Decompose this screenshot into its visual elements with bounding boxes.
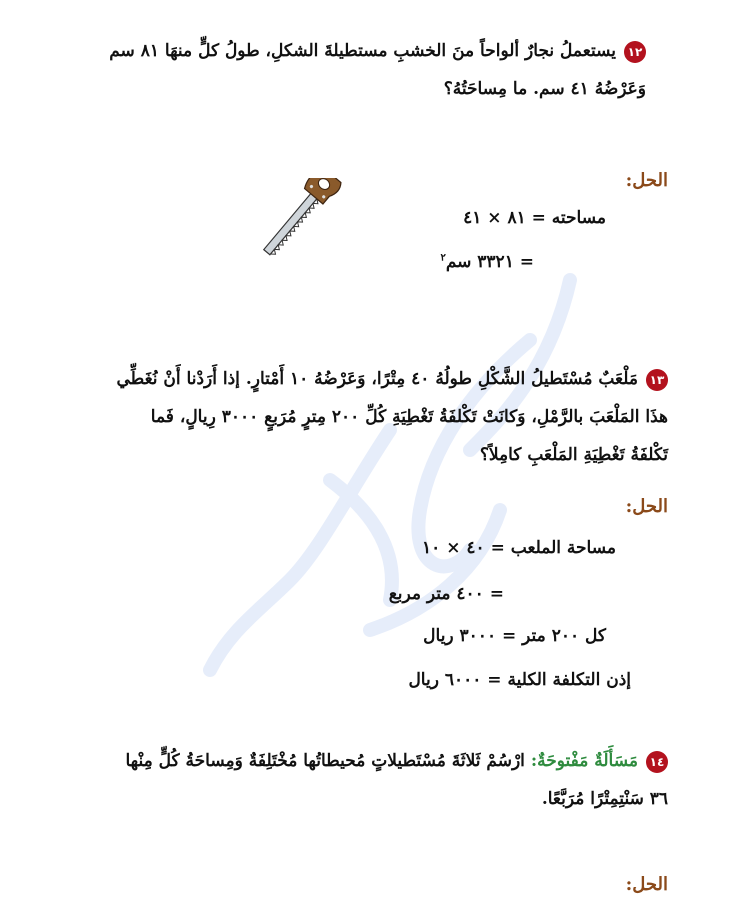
equals-sign: = xyxy=(519,252,534,272)
solution-13-line-3: كل ٢٠٠ متر = ٣٠٠٠ ريال xyxy=(423,626,606,646)
solution-12-line-1: مساحته = ٨١ × ٤١ xyxy=(463,208,606,228)
question-12-text: يستعملُ نجارٌ ألواحاً منَ الخشبِ مستطيلةَ الشكلِ، طولُ كلٍّ منهَا ٨١ سم وَعَرْضُهُ ٤١ سم. ما مِساحَتُهُ؟ xyxy=(109,41,646,99)
question-number-badge: ١٢ xyxy=(624,41,646,63)
question-14-text: ارْسُمْ ثَلاثَةَ مُسْتَطيلاتٍ مُحيطاتُها مُخْتَلِفَةٌ وَمِساحَةُ كُلٍّ مِنْها ٣٦ سَنْتِمِتْرًا مُرَبَّعًا. xyxy=(125,751,668,809)
solution-label-13: الحل: xyxy=(625,496,668,517)
solution-label-14: الحل: xyxy=(625,874,668,895)
squared-superscript: ٢ xyxy=(440,252,446,264)
solution-12-line-2 xyxy=(440,252,534,272)
question-12 xyxy=(106,32,646,108)
question-13-text: مَلْعَبٌ مُسْتَطيلُ الشَّكْلِ طولُهُ ٤٠ مِتْرًا، وَعَرْضُهُ ١٠ أَمْتارٍ. إذا أَرَدْنا أَنْ نُغَطِّي هذَا المَلْعَبَ بالرَّمْلِ، وَكانَتْ تَكْلفَةُ تَغْطِيَةِ كُلِّ ٢٠٠ مِترٍ مُرَبعٍ ٣٠٠٠ رِيالٍ، فَما تَكْلفَةُ تَغْطِيَةِ المَلْعَبِ كامِلاً؟ xyxy=(116,369,668,465)
question-number-badge: ١٤ xyxy=(646,751,668,773)
question-number-badge: ١٣ xyxy=(646,369,668,391)
question-14 xyxy=(108,742,668,818)
solution-13-line-2: = ٤٠٠ متر مربع xyxy=(388,584,504,604)
solution-13-line-4: إذن التكلفة الكلية = ٦٠٠٠ ريال xyxy=(408,670,631,690)
solution-13-line-1: مساحة الملعب = ٤٠ × ١٠ xyxy=(422,538,616,558)
area-result: ٣٣٢١ سم xyxy=(445,252,514,272)
question-13 xyxy=(108,360,668,474)
saw-icon xyxy=(258,178,358,278)
open-question-label: مَسَأَلَةٌ مَفْتوحَةٌ: xyxy=(530,751,638,771)
solution-label-12: الحل: xyxy=(625,170,668,191)
